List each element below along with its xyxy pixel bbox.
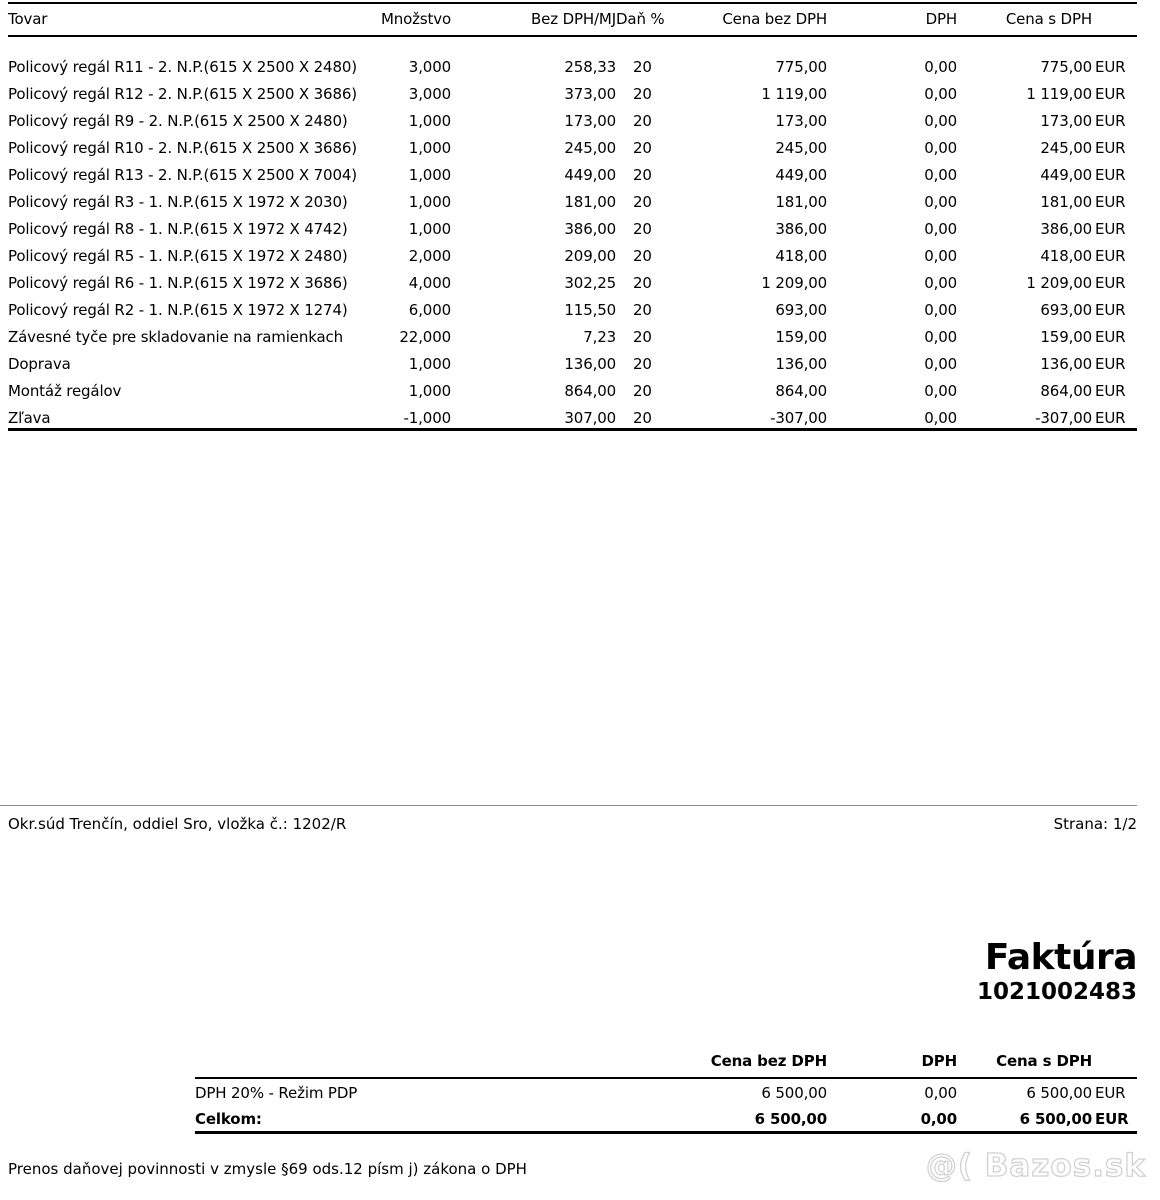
item-vat-cell: 0,00: [924, 247, 957, 265]
item-currency-cell: EUR: [1095, 355, 1126, 373]
item-gross-total-cell: 159,00: [1040, 328, 1092, 346]
item-currency-cell: EUR: [1095, 409, 1126, 427]
item-unit-price-cell: 173,00: [564, 112, 616, 130]
item-currency-cell: EUR: [1095, 382, 1126, 400]
item-name-cell: Policový regál R13 - 2. N.P.(615 X 2500 X 7004): [8, 166, 357, 184]
item-gross-total-cell: -307,00: [1035, 409, 1092, 427]
item-name-cell: Policový regál R9 - 2. N.P.(615 X 2500 X 2480): [8, 112, 348, 130]
summary-header-cena-s-dph: Cena s DPH: [957, 1048, 1092, 1078]
summary-total-row: [195, 1105, 1137, 1133]
item-currency-cell: EUR: [1095, 220, 1126, 238]
bazos-watermark: @( Bazos.sk: [925, 1148, 1146, 1184]
item-name-cell: Policový regál R12 - 2. N.P.(615 X 2500 X 3686): [8, 85, 357, 103]
items-table-body: [8, 36, 1137, 430]
item-vat-cell: 0,00: [924, 193, 957, 211]
invoice-items-table: [8, 2, 1137, 431]
item-tax-rate-cell: 20: [633, 166, 652, 184]
item-currency-cell: EUR: [1095, 328, 1126, 346]
item-unit-price-cell: 864,00: [564, 382, 616, 400]
summary-header-cena-bez-dph: Cena bez DPH: [595, 1048, 827, 1078]
item-currency-cell: EUR: [1095, 112, 1126, 130]
item-currency-cell: EUR: [1095, 274, 1126, 292]
item-tax-rate-cell: 20: [633, 112, 652, 130]
item-tax-rate-cell: 20: [633, 220, 652, 238]
item-net-total-cell: 1 119,00: [761, 85, 827, 103]
reverse-charge-note: Prenos daňovej povinnosti v zmysle §69 ods.12 písm j) zákona o DPH: [8, 1160, 527, 1178]
item-quantity-cell: 1,000: [408, 193, 451, 211]
item-gross-total-cell: 386,00: [1040, 220, 1092, 238]
item-quantity-cell: 6,000: [408, 301, 451, 319]
summary-header-currency-spacer: [1092, 1048, 1137, 1078]
item-name-cell: Policový regál R8 - 1. N.P.(615 X 1972 X 4742): [8, 220, 348, 238]
item-unit-price-cell: 209,00: [564, 247, 616, 265]
item-gross-total-cell: 136,00: [1040, 355, 1092, 373]
item-gross-total-cell: 418,00: [1040, 247, 1092, 265]
item-name-cell: Doprava: [8, 355, 71, 373]
table-row: [8, 239, 1137, 266]
item-gross-total-cell: 1 119,00: [1026, 85, 1092, 103]
item-name-cell: Montáž regálov: [8, 382, 122, 400]
item-unit-price-cell: 302,25: [564, 274, 616, 292]
item-quantity-cell: 1,000: [408, 220, 451, 238]
item-tax-rate-cell: 20: [633, 193, 652, 211]
summary-header-spacer: [195, 1048, 595, 1078]
invoice-heading: [977, 938, 1137, 1006]
item-quantity-cell: 1,000: [408, 166, 451, 184]
item-currency-cell: EUR: [1095, 193, 1126, 211]
item-quantity-cell: 1,000: [408, 382, 451, 400]
item-tax-rate-cell: 20: [633, 301, 652, 319]
page-footer: [0, 805, 1137, 833]
item-name-cell: Závesné tyče pre skladovanie na ramienkach: [8, 328, 343, 346]
item-vat-cell: 0,00: [924, 112, 957, 130]
item-unit-price-cell: 307,00: [564, 409, 616, 427]
item-unit-price-cell: 7,23: [583, 328, 616, 346]
item-unit-price-cell: 373,00: [564, 85, 616, 103]
item-vat-cell: 0,00: [924, 382, 957, 400]
item-gross-total-cell: 245,00: [1040, 139, 1092, 157]
items-table-header-row: [8, 3, 1137, 36]
total-row-currency: EUR: [1095, 1110, 1129, 1128]
vat-row-currency: EUR: [1095, 1084, 1126, 1102]
table-row: [8, 347, 1137, 374]
item-net-total-cell: 449,00: [775, 166, 827, 184]
item-unit-price-cell: 245,00: [564, 139, 616, 157]
item-quantity-cell: 1,000: [408, 112, 451, 130]
item-vat-cell: 0,00: [924, 139, 957, 157]
item-unit-price-cell: 181,00: [564, 193, 616, 211]
table-top-spacer: [8, 36, 1137, 50]
item-currency-cell: EUR: [1095, 85, 1126, 103]
total-row-gross: 6 500,00: [1019, 1110, 1092, 1128]
item-net-total-cell: 173,00: [775, 112, 827, 130]
item-vat-cell: 0,00: [924, 355, 957, 373]
item-tax-rate-cell: 20: [633, 355, 652, 373]
item-tax-rate-cell: 20: [633, 382, 652, 400]
item-name-cell: Zľava: [8, 409, 51, 427]
item-net-total-cell: 864,00: [775, 382, 827, 400]
table-row: [8, 320, 1137, 347]
table-row: [8, 185, 1137, 212]
item-net-total-cell: 386,00: [775, 220, 827, 238]
item-vat-cell: 0,00: [924, 301, 957, 319]
summary-header-row: [195, 1048, 1137, 1078]
item-unit-price-cell: 115,50: [564, 301, 616, 319]
item-tax-rate-cell: 20: [633, 409, 652, 427]
vat-row-vat: 0,00: [924, 1084, 957, 1102]
item-gross-total-cell: 775,00: [1040, 58, 1092, 76]
item-gross-total-cell: 864,00: [1040, 382, 1092, 400]
column-header-mnozstvo: Množstvo: [366, 3, 451, 36]
item-net-total-cell: -307,00: [770, 409, 827, 427]
summary-header-dph: DPH: [827, 1048, 957, 1078]
item-vat-cell: 0,00: [924, 85, 957, 103]
item-net-total-cell: 136,00: [775, 355, 827, 373]
total-row-label: Celkom:: [195, 1110, 262, 1128]
table-row: [8, 293, 1137, 320]
item-name-cell: Policový regál R6 - 1. N.P.(615 X 1972 X 3686): [8, 274, 348, 292]
item-quantity-cell: 4,000: [408, 274, 451, 292]
item-gross-total-cell: 173,00: [1040, 112, 1092, 130]
item-net-total-cell: 1 209,00: [761, 274, 827, 292]
item-vat-cell: 0,00: [924, 220, 957, 238]
item-currency-cell: EUR: [1095, 58, 1126, 76]
item-net-total-cell: 181,00: [775, 193, 827, 211]
page-indicator: Strana: 1/2: [1053, 815, 1137, 833]
total-row-net: 6 500,00: [754, 1110, 827, 1128]
column-header-cena-bez-dph: Cena bez DPH: [677, 3, 827, 36]
item-net-total-cell: 693,00: [775, 301, 827, 319]
item-vat-cell: 0,00: [924, 166, 957, 184]
table-row: [8, 401, 1137, 430]
table-row: [8, 104, 1137, 131]
item-net-total-cell: 775,00: [775, 58, 827, 76]
item-vat-cell: 0,00: [924, 328, 957, 346]
column-header-dan: Daň %: [616, 3, 677, 36]
item-quantity-cell: 22,000: [399, 328, 451, 346]
item-currency-cell: EUR: [1095, 166, 1126, 184]
summary-vat-row: [195, 1078, 1137, 1105]
item-name-cell: Policový regál R10 - 2. N.P.(615 X 2500 X 3686): [8, 139, 357, 157]
item-quantity-cell: 3,000: [408, 85, 451, 103]
item-currency-cell: EUR: [1095, 247, 1126, 265]
item-currency-cell: EUR: [1095, 139, 1126, 157]
item-unit-price-cell: 449,00: [564, 166, 616, 184]
invoice-summary-table: [195, 1048, 1137, 1134]
item-unit-price-cell: 258,33: [564, 58, 616, 76]
table-row: [8, 131, 1137, 158]
column-header-dph: DPH: [827, 3, 957, 36]
item-gross-total-cell: 449,00: [1040, 166, 1092, 184]
item-quantity-cell: 3,000: [408, 58, 451, 76]
column-header-tovar: Tovar: [8, 3, 366, 36]
table-row: [8, 374, 1137, 401]
item-currency-cell: EUR: [1095, 301, 1126, 319]
item-net-total-cell: 245,00: [775, 139, 827, 157]
item-tax-rate-cell: 20: [633, 58, 652, 76]
column-header-bez-dph-mj: Bez DPH/MJ: [451, 3, 616, 36]
item-name-cell: Policový regál R11 - 2. N.P.(615 X 2500 X 2480): [8, 58, 357, 76]
item-quantity-cell: 1,000: [408, 355, 451, 373]
item-quantity-cell: 2,000: [408, 247, 451, 265]
column-header-currency-spacer: [1092, 3, 1137, 36]
item-net-total-cell: 418,00: [775, 247, 827, 265]
item-tax-rate-cell: 20: [633, 139, 652, 157]
company-registry-note: Okr.súd Trenčín, oddiel Sro, vložka č.: 1202/R: [8, 815, 347, 833]
item-tax-rate-cell: 20: [633, 328, 652, 346]
item-net-total-cell: 159,00: [775, 328, 827, 346]
column-header-cena-s-dph: Cena s DPH: [957, 3, 1092, 36]
item-vat-cell: 0,00: [924, 58, 957, 76]
item-gross-total-cell: 1 209,00: [1026, 274, 1092, 292]
vat-row-gross: 6 500,00: [1026, 1084, 1092, 1102]
invoice-title: Faktúra: [984, 937, 1137, 978]
item-name-cell: Policový regál R3 - 1. N.P.(615 X 1972 X 2030): [8, 193, 348, 211]
vat-row-net: 6 500,00: [761, 1084, 827, 1102]
vat-row-label: DPH 20% - Režim PDP: [195, 1084, 358, 1102]
item-unit-price-cell: 386,00: [564, 220, 616, 238]
item-tax-rate-cell: 20: [633, 85, 652, 103]
item-name-cell: Policový regál R2 - 1. N.P.(615 X 1972 X 1274): [8, 301, 348, 319]
item-unit-price-cell: 136,00: [564, 355, 616, 373]
table-row: [8, 50, 1137, 77]
item-tax-rate-cell: 20: [633, 247, 652, 265]
table-row: [8, 266, 1137, 293]
item-gross-total-cell: 693,00: [1040, 301, 1092, 319]
item-quantity-cell: 1,000: [408, 139, 451, 157]
table-row: [8, 212, 1137, 239]
item-name-cell: Policový regál R5 - 1. N.P.(615 X 1972 X 2480): [8, 247, 348, 265]
table-row: [8, 158, 1137, 185]
item-quantity-cell: -1,000: [403, 409, 451, 427]
invoice-number: 1021002483: [976, 979, 1137, 1005]
item-gross-total-cell: 181,00: [1040, 193, 1092, 211]
item-vat-cell: 0,00: [924, 274, 957, 292]
item-vat-cell: 0,00: [924, 409, 957, 427]
table-row: [8, 77, 1137, 104]
total-row-vat: 0,00: [920, 1110, 957, 1128]
item-tax-rate-cell: 20: [633, 274, 652, 292]
